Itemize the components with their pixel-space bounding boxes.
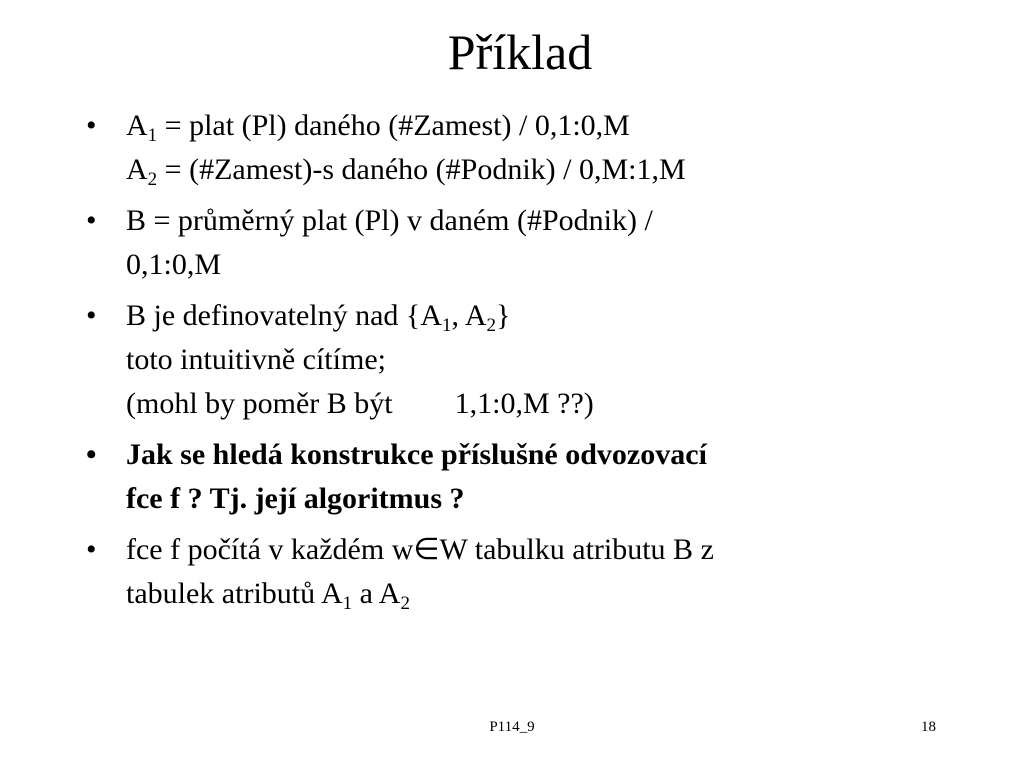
bullet-item	[86, 294, 986, 426]
bullet-item	[86, 104, 986, 192]
subscript: 2	[147, 169, 158, 190]
footer-label: P114_9	[489, 719, 535, 735]
bullet-line: toto intuitivně cítíme;	[126, 343, 386, 376]
text-span: = (#Zamest)-s daného (#Podnik) / 0,M:1,M	[157, 153, 686, 186]
text-span: B je definovatelný nad {A	[126, 299, 442, 332]
bullet-line: fce f ? Tj. její algoritmus ?	[126, 482, 465, 515]
bullet-line	[126, 148, 986, 192]
bullet-icon: •	[86, 204, 97, 237]
bullet-line	[126, 104, 986, 148]
text-span: A	[126, 109, 148, 142]
text-span: A	[126, 153, 148, 186]
bullet-icon: •	[86, 533, 97, 566]
subscript: 2	[486, 315, 496, 336]
slide-title: Příklad	[447, 24, 593, 80]
subscript: 1	[147, 125, 158, 146]
bullet-icon: •	[86, 109, 97, 142]
text-span: tabulek atributů A	[126, 577, 343, 610]
subscript: 1	[342, 593, 353, 614]
bullet-list	[86, 104, 986, 623]
bullet-item	[86, 199, 986, 287]
bullet-line: B = průměrný plat (Pl) v daném (#Podnik) /	[126, 204, 653, 237]
text-span: (mohl by poměr B být	[126, 387, 393, 420]
text-span: a A	[352, 577, 401, 610]
bullet-item	[86, 433, 986, 521]
text-span: }	[496, 299, 511, 332]
bullet-line	[126, 572, 986, 616]
bullet-line: 0,1:0,M	[126, 248, 222, 281]
subscript: 1	[441, 315, 452, 336]
bullet-line: fce f počítá v každém w∈W tabulku atributu B z	[126, 533, 714, 566]
subscript: 2	[400, 593, 410, 614]
bullet-icon: •	[86, 299, 97, 332]
page-number: 18	[921, 719, 936, 735]
bullet-line: Jak se hledá konstrukce příslušné odvozovací	[126, 438, 707, 471]
bullet-item	[86, 528, 986, 616]
bullet-line	[126, 294, 986, 338]
bullet-icon: •	[86, 438, 97, 471]
text-span: 1,1:0,M ??)	[454, 387, 594, 420]
text-span: = plat (Pl) daného (#Zamest) / 0,1:0,M	[157, 109, 630, 142]
text-span: , A	[451, 299, 487, 332]
bullet-line	[126, 382, 986, 426]
